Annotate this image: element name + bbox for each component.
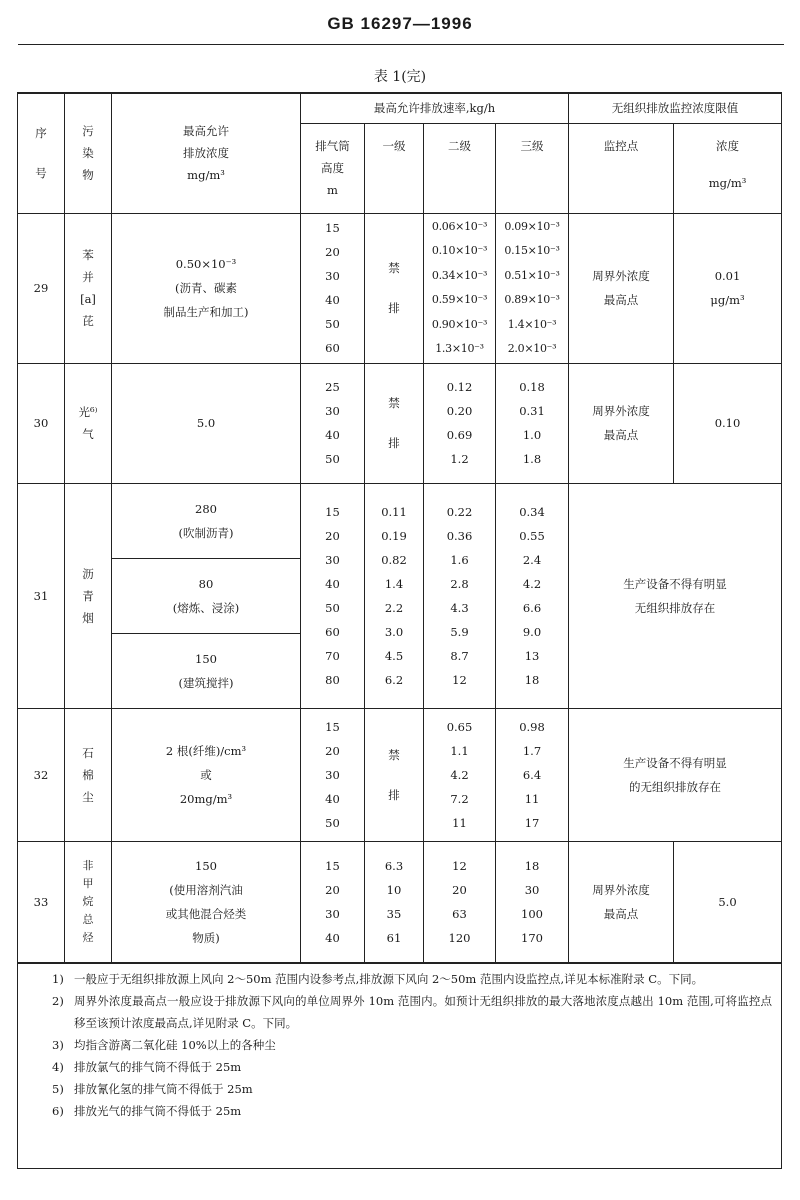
row29-no: 29 [18, 213, 65, 363]
col-head-level2: 二级 [424, 123, 496, 213]
row32-fugitive: 生产设备不得有明显 的无组织排放存在 [569, 708, 782, 841]
row32-pollutant: 石 棉 尘 [65, 708, 112, 841]
table-notes [52, 968, 772, 1122]
row31-heights: 15 20 30 40 50 60 70 80 [301, 483, 365, 708]
row29-conc: 0.50×10⁻³ (沥青、碳素 制品生产和加工) [112, 213, 301, 363]
row33-conc: 150 (使用溶剂汽油 或其他混合烃类 物质) [112, 841, 301, 963]
col-head-pollutant: 污 染 物 [65, 93, 112, 213]
row29-limit: 0.01 μg/m³ [674, 213, 782, 363]
col-head-level1: 一级 [365, 123, 424, 213]
col-head-max-conc: 最高允许 排放浓度 mg/m³ [112, 93, 301, 213]
header-rule [18, 44, 784, 45]
row31-conc-b: 80 (熔炼、浸涂) [112, 558, 301, 633]
row32-conc: 2 根(纤维)/cm³ 或 20mg/m³ [112, 708, 301, 841]
note-item: 4) 排放氯气的排气筒不得低于 25m [52, 1060, 242, 1074]
row33-pollutant: 非 甲 烷 总 烃 [65, 841, 112, 963]
row29-monitor: 周界外浓度 最高点 [569, 213, 674, 363]
col-head-concentration: 浓度 mg/m³ [674, 123, 782, 213]
col-head-stack-height: 排气筒 高度 m [301, 123, 365, 213]
table-row-30 [18, 363, 782, 483]
row31-pollutant: 沥 青 烟 [65, 483, 112, 708]
row30-level3: 0.18 0.31 1.0 1.8 [496, 363, 569, 483]
row31-level2: 0.22 0.36 1.6 2.8 4.3 5.9 8.7 12 [424, 483, 496, 708]
row31-fugitive: 生产设备不得有明显 无组织排放存在 [569, 483, 782, 708]
row31-level1: 0.11 0.19 0.82 1.4 2.2 3.0 4.5 6.2 [365, 483, 424, 708]
row30-no: 30 [18, 363, 65, 483]
row31-no: 31 [18, 483, 65, 708]
row32-no: 32 [18, 708, 65, 841]
row30-pollutant: 光⁶⁾ 气 [65, 363, 112, 483]
row33-no: 33 [18, 841, 65, 963]
row32-level1: 禁 排 [365, 708, 424, 841]
row33-heights: 15 20 30 40 [301, 841, 365, 963]
row29-heights: 15 20 30 40 50 60 [301, 213, 365, 363]
row30-limit: 0.10 [674, 363, 782, 483]
row31-conc-c: 150 (建筑搅拌) [112, 633, 301, 708]
note-item: 1) 一般应于无组织排放源上风向 2～50m 范围内设参考点,排放源下风向 2～50m 范围内设监控点,详见本标准附录 C。下同。 [52, 972, 704, 986]
col-head-rate-group: 最高允许排放速率,kg/h [301, 93, 569, 123]
row31-level3: 0.34 0.55 2.4 4.2 6.6 9.0 13 18 [496, 483, 569, 708]
row29-pollutant: 苯 并 [a] 芘 [65, 213, 112, 363]
table-row-31 [18, 483, 782, 558]
row32-level2: 0.65 1.1 4.2 7.2 11 [424, 708, 496, 841]
note-item: 5) 排放氰化氢的排气筒不得低于 25m [52, 1082, 253, 1096]
table-row-33 [18, 841, 782, 963]
row30-heights: 25 30 40 50 [301, 363, 365, 483]
row32-level3: 0.98 1.7 6.4 11 17 [496, 708, 569, 841]
note-item: 2) 周界外浓度最高点一般应设于排放源下风向的单位周界外 10m 范围内。如预计无组织排放的最大落地浓度点越出 10m 范围,可将监控点移至该预计浓度最高点,详见附录 C。下同。 [52, 994, 772, 1030]
col-head-no: 序 号 [18, 93, 65, 213]
row30-conc: 5.0 [112, 363, 301, 483]
row31-conc-a: 280 (吹制沥青) [112, 483, 301, 558]
row32-heights: 15 20 30 40 50 [301, 708, 365, 841]
row33-level2: 12 20 63 120 [424, 841, 496, 963]
row33-level3: 18 30 100 170 [496, 841, 569, 963]
table-row-32 [18, 708, 782, 841]
note-item: 6) 排放光气的排气筒不得低于 25m [52, 1104, 242, 1118]
row29-level3: 0.09×10⁻³ 0.15×10⁻³ 0.51×10⁻³ 0.89×10⁻³ 1.4×10⁻³ 2.0×10⁻³ [496, 213, 569, 363]
row33-level1: 6.3 10 35 61 [365, 841, 424, 963]
table-caption: 表 1(完) [373, 69, 427, 85]
row33-monitor: 周界外浓度 最高点 [569, 841, 674, 963]
row30-level1: 禁 排 [365, 363, 424, 483]
standard-code: GB 16297—1996 [327, 14, 473, 33]
col-head-level3: 三级 [496, 123, 569, 213]
table-row-29 [18, 213, 782, 363]
row33-limit: 5.0 [674, 841, 782, 963]
col-head-monitor-point: 监控点 [569, 123, 674, 213]
row30-level2: 0.12 0.20 0.69 1.2 [424, 363, 496, 483]
row29-level1: 禁 排 [365, 213, 424, 363]
col-head-fugitive-group: 无组织排放监控浓度限值 [569, 93, 782, 123]
row30-monitor: 周界外浓度 最高点 [569, 363, 674, 483]
row29-level2: 0.06×10⁻³ 0.10×10⁻³ 0.34×10⁻³ 0.59×10⁻³ 0.90×10⁻³ 1.3×10⁻³ [424, 213, 496, 363]
note-item: 3) 均指含游离二氧化硅 10%以上的各种尘 [52, 1038, 276, 1052]
